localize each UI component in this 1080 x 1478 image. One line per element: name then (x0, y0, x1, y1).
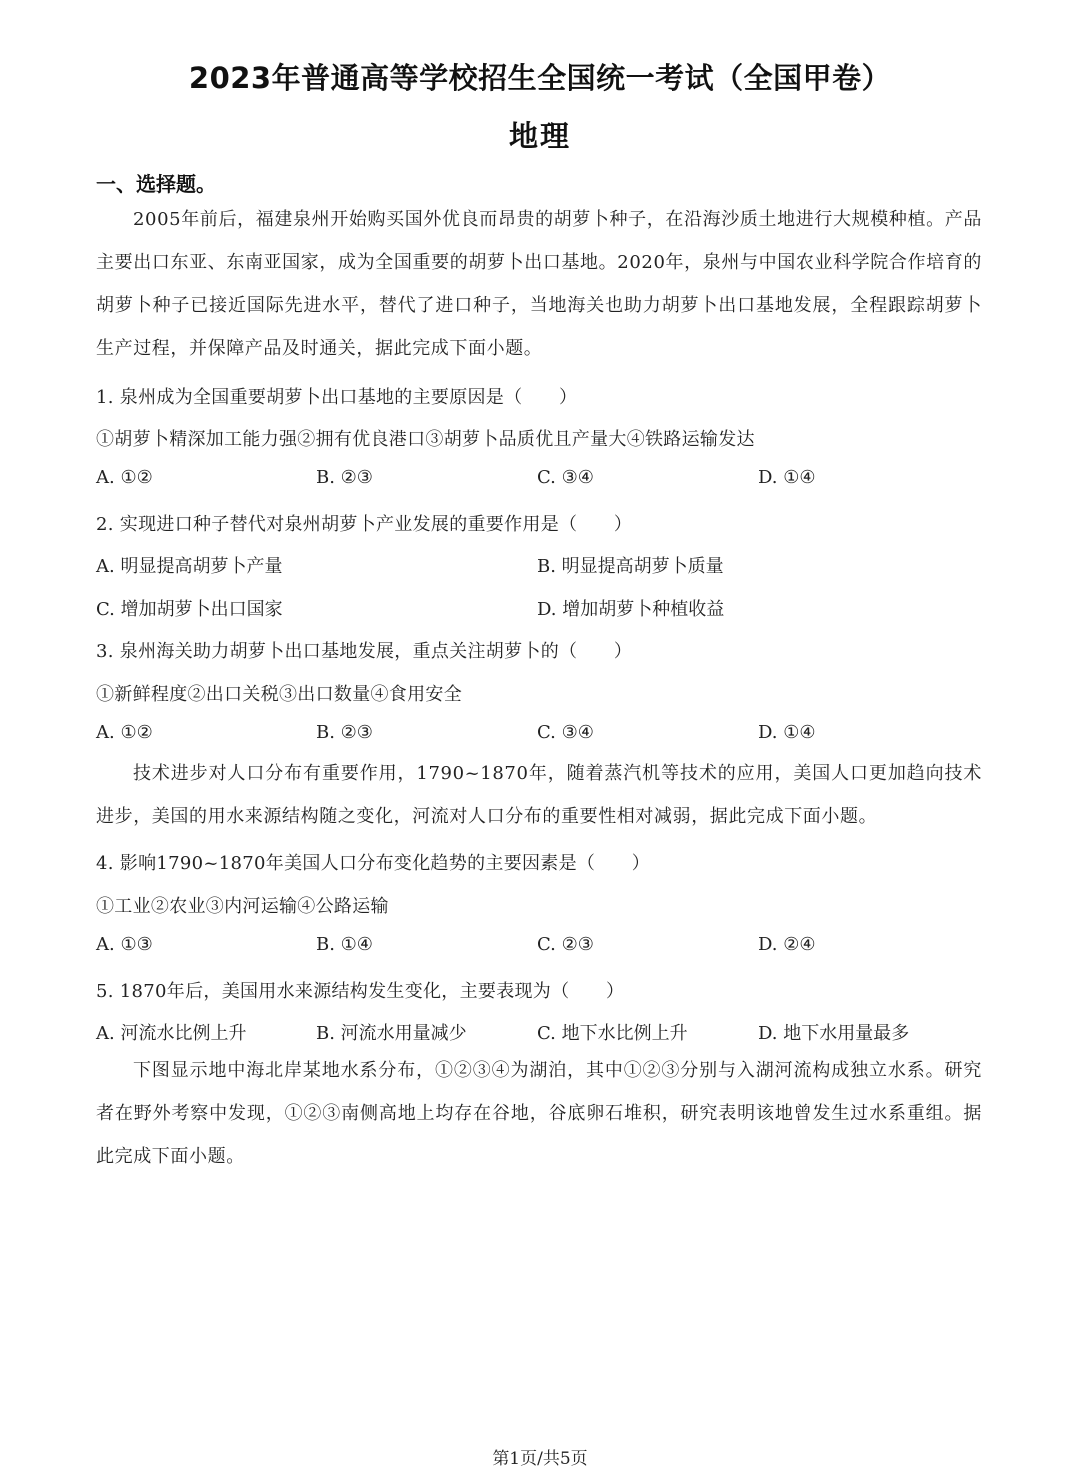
question-5-option-a: A. 河流水比例上升 (96, 1023, 247, 1044)
question-1-option-b: B. ②③ (316, 467, 373, 488)
question-2-option-a: A. 明显提高胡萝卜产量 (96, 556, 283, 577)
question-3-option-c: C. ③④ (537, 722, 594, 743)
question-4-items: ①工业②农业③内河运输④公路运输 (96, 896, 389, 917)
passage-carrot: 2005年前后，福建泉州开始购买国外优良而昂贵的胡萝卜种子，在沿海沙质土地进行大规模种植。产品主要出口东亚、东南亚国家，成为全国重要的胡萝卜出口基地。2020年，泉州与中国农业科学院合作培育的胡萝卜种子已接近国际先进水平，替代了进口种子，当地海关也助力胡萝卜出口基地发展，全程跟踪胡萝卜生产过程，并保障产品及时通关，据此完成下面小题。 (96, 209, 982, 359)
question-1-stem: 1. 泉州成为全国重要胡萝卜出口基地的主要原因是（ ） (96, 387, 578, 408)
question-3-option-b: B. ②③ (316, 722, 373, 743)
question-5-option-b: B. 河流水用量减少 (316, 1023, 467, 1044)
subject-title: 地理 (508, 119, 571, 153)
question-3-option-d: D. ①④ (758, 722, 816, 743)
question-3-stem: 3. 泉州海关助力胡萝卜出口基地发展，重点关注胡萝卜的（ ） (96, 641, 633, 662)
passage-mediterranean-lakes: 下图显示地中海北岸某地水系分布，①②③④为湖泊，其中①②③分别与入湖河流构成独立水系。研究者在野外考察中发现，①②③南侧高地上均存在谷地，谷底卵石堆积，研究表明该地曾发生过水系重组。据此完成下面小题。 (96, 1060, 982, 1167)
question-1-items: ①胡萝卜精深加工能力强②拥有优良港口③胡萝卜品质优且产量大④铁路运输发达 (96, 429, 755, 450)
question-5-stem: 5. 1870年后，美国用水来源结构发生变化，主要表现为（ ） (96, 981, 625, 1002)
question-1-option-a: A. ①② (96, 467, 153, 488)
section-heading: 一、选择题。 (96, 172, 216, 196)
question-4-option-a: A. ①③ (96, 934, 153, 955)
question-3-items: ①新鲜程度②出口关税③出口数量④食用安全 (96, 684, 462, 705)
question-4-stem: 4. 影响1790~1870年美国人口分布变化趋势的主要因素是（ ） (96, 853, 651, 874)
passage-us-population: 技术进步对人口分布有重要作用，1790~1870年，随着蒸汽机等技术的应用，美国人口更加趋向技术进步，美国的用水来源结构随之变化，河流对人口分布的重要性相对减弱，据此完成下面小题。 (96, 763, 982, 827)
question-2-option-b: B. 明显提高胡萝卜质量 (537, 556, 724, 577)
question-4-option-d: D. ②④ (758, 934, 816, 955)
question-1-option-d: D. ①④ (758, 467, 816, 488)
question-4-option-b: B. ①④ (316, 934, 373, 955)
question-2-option-d: D. 增加胡萝卜种植收益 (537, 599, 725, 620)
question-1-option-c: C. ③④ (537, 467, 594, 488)
question-5-option-c: C. 地下水比例上升 (537, 1023, 688, 1044)
question-2-stem: 2. 实现进口种子替代对泉州胡萝卜产业发展的重要作用是（ ） (96, 514, 633, 535)
question-4-option-c: C. ②③ (537, 934, 594, 955)
exam-title: 2023年普通高等学校招生全国统一考试（全国甲卷） (188, 61, 892, 95)
question-2-option-c: C. 增加胡萝卜出口国家 (96, 599, 283, 620)
question-3-option-a: A. ①② (96, 722, 153, 743)
page-number: 第1页/共5页 (492, 1449, 588, 1469)
question-5-option-d: D. 地下水用量最多 (758, 1023, 910, 1044)
